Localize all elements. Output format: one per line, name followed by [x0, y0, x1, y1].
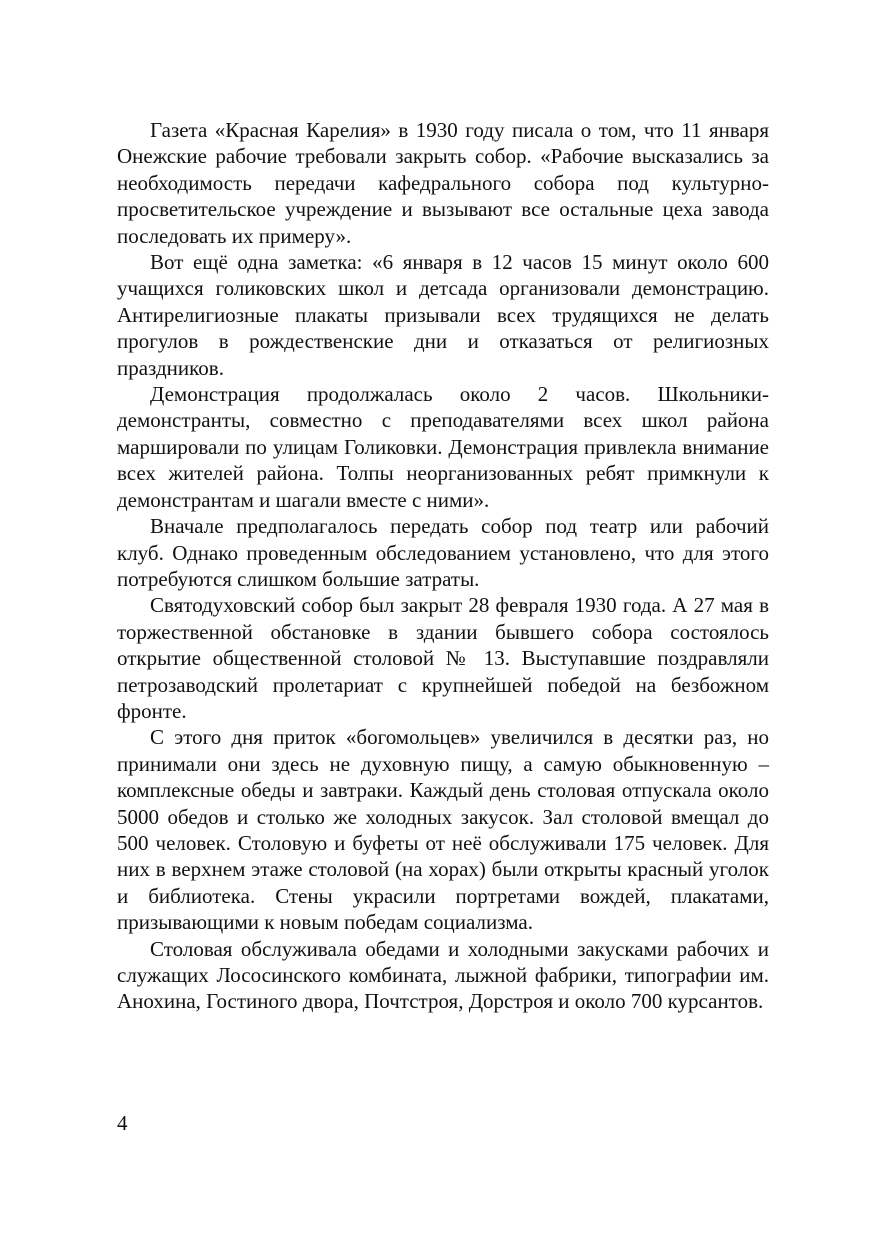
paragraph-7: Столовая обслуживала обедами и холодными закусками рабочих и служащих Лососинского комбината, лыжной фабрики, типографии им. Анохина, Гостиного двора, Почтстроя, Дорстроя и около 700 курсантов. — [117, 936, 769, 1014]
paragraph-5: Святодуховский собор был закрыт 28 февраля 1930 года. А 27 мая в торжественной обстановке в здании бывшего собора состоялось открытие общественной столовой № 13. Выступавшие поздравляли петрозаводский пролетариат с крупнейшей победой на безбожном фронте. — [117, 593, 769, 723]
paragraph-2: Вот ещё одна заметка: «6 января в 12 часов 15 минут около 600 учащихся голиковских школ и детсада организовали демонстрацию. Антирелигиозные плакаты призывали всех трудящихся не делать прогулов в рождественские дни и отказаться от религиозных праздников. — [117, 250, 769, 380]
paragraph-1: Газета «Красная Карелия» в 1930 году писала о том, что 11 января Онежские рабочие требовали закрыть собор. «Рабочие высказались за необходимость передачи кафедрального собора под культурно-просветительское учреждение и вызывают все остальные цеха завода последовать их примеру». — [117, 118, 769, 248]
paragraph-4: Вначале предполагалось передать собор под театр или рабочий клуб. Однако проведенным обследованием установлено, что для этого потребуются слишком большие затраты. — [117, 514, 769, 591]
paragraph-6: С этого дня приток «богомольцев» увеличился в десятки раз, но принимали они здесь не духовную пищу, а самую обыкновенную – комплексные обеды и завтраки. Каждый день столовая отпускала около 5000 обедов и столько же холодных закусок. Зал столовой вмещал до 500 человек. Столовую и буфеты от неё обслуживали 175 человек. Для них в верхнем этаже столовой (на хорах) были открыты красный уголок и библиотека. Стены украсили портретами вождей, плакатами, призывающими к новым победам социализма. — [117, 725, 769, 935]
paragraph-3: Демонстрация продолжалась около 2 часов. Школьники-демонстранты, совместно с преподавателями всех школ района маршировали по улицам Голиковки. Демонстрация привлекла внимание всех жителей района. Толпы неорганизованных ребят примкнули к демонстрантам и шагали вместе с ними». — [117, 382, 769, 512]
page-body — [117, 117, 769, 1015]
page-number: 4 — [117, 1111, 128, 1135]
